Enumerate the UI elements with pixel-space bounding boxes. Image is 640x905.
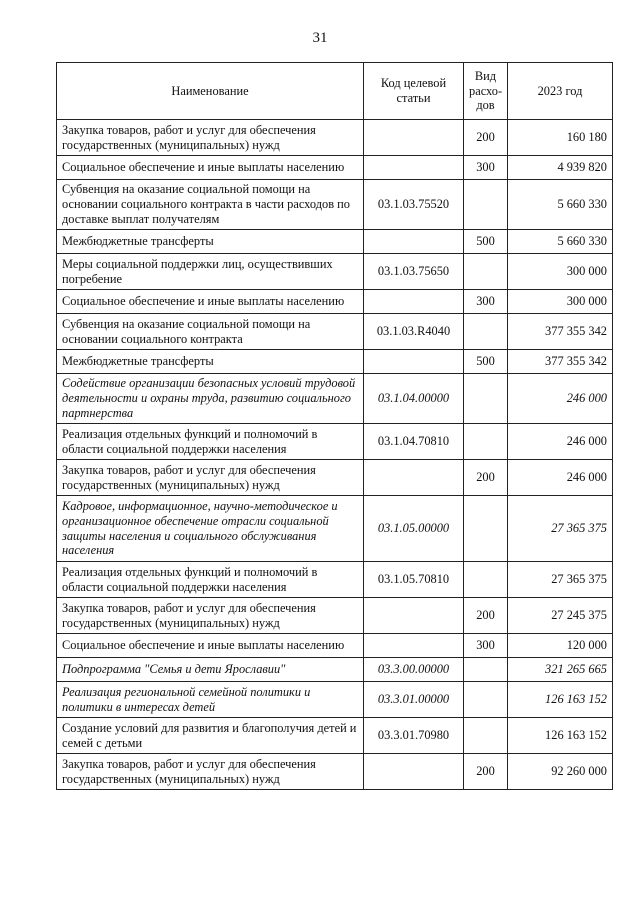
cell-code: 03.1.04.70810 [364, 424, 464, 460]
table-row [57, 682, 613, 718]
cell-kind [464, 374, 508, 424]
cell-name: Реализация отдельных функций и полномочий в области социальной поддержки населения [57, 562, 364, 598]
cell-code: 03.1.03.75650 [364, 254, 464, 290]
table-row [57, 754, 613, 790]
table-row [57, 314, 613, 350]
cell-kind [464, 254, 508, 290]
cell-code: 03.1.05.70810 [364, 562, 464, 598]
cell-amount: 246 000 [508, 424, 613, 460]
cell-name: Кадровое, информационное, научно-методическое и организационное обеспечение отрасли социальной защиты населения и социального обслуживания населения [57, 496, 364, 562]
table-row [57, 290, 613, 314]
cell-code [364, 290, 464, 314]
cell-code: 03.3.01.00000 [364, 682, 464, 718]
cell-amount: 27 365 375 [508, 562, 613, 598]
cell-kind: 300 [464, 290, 508, 314]
budget-table [56, 62, 613, 790]
cell-amount: 300 000 [508, 254, 613, 290]
cell-amount: 160 180 [508, 120, 613, 156]
cell-kind [464, 658, 508, 682]
table-row [57, 424, 613, 460]
cell-code [364, 120, 464, 156]
table-row [57, 718, 613, 754]
cell-code [364, 754, 464, 790]
table-row [57, 658, 613, 682]
cell-name: Реализация региональной семейной политики и политики в интересах детей [57, 682, 364, 718]
cell-kind: 200 [464, 460, 508, 496]
cell-amount: 5 660 330 [508, 230, 613, 254]
table-body [57, 120, 613, 790]
table-row [57, 460, 613, 496]
table-row [57, 350, 613, 374]
table-row [57, 180, 613, 230]
cell-amount: 120 000 [508, 634, 613, 658]
cell-kind: 200 [464, 598, 508, 634]
cell-amount: 5 660 330 [508, 180, 613, 230]
cell-name: Социальное обеспечение и иные выплаты населению [57, 156, 364, 180]
table-row [57, 634, 613, 658]
table-row [57, 120, 613, 156]
table-row [57, 374, 613, 424]
cell-name: Межбюджетные трансферты [57, 230, 364, 254]
header-code: Код целевой статьи [364, 63, 464, 120]
cell-amount: 377 355 342 [508, 314, 613, 350]
cell-code: 03.3.00.00000 [364, 658, 464, 682]
cell-code: 03.1.05.00000 [364, 496, 464, 562]
header-name: Наименование [57, 63, 364, 120]
cell-kind [464, 682, 508, 718]
cell-code [364, 460, 464, 496]
cell-kind: 300 [464, 156, 508, 180]
cell-kind: 200 [464, 754, 508, 790]
cell-kind: 500 [464, 230, 508, 254]
cell-kind [464, 180, 508, 230]
cell-kind [464, 562, 508, 598]
cell-name: Закупка товаров, работ и услуг для обеспечения государственных (муниципальных) нужд [57, 598, 364, 634]
cell-name: Субвенция на оказание социальной помощи на основании социального контракта в части расходов по доставке выплат получателям [57, 180, 364, 230]
cell-name: Социальное обеспечение и иные выплаты населению [57, 634, 364, 658]
cell-amount: 126 163 152 [508, 682, 613, 718]
page-number: 31 [312, 30, 328, 46]
cell-code: 03.3.01.70980 [364, 718, 464, 754]
cell-name: Закупка товаров, работ и услуг для обеспечения государственных (муниципальных) нужд [57, 754, 364, 790]
table-row [57, 156, 613, 180]
cell-kind [464, 496, 508, 562]
cell-name: Субвенция на оказание социальной помощи на основании социального контракта [57, 314, 364, 350]
cell-kind: 200 [464, 120, 508, 156]
cell-amount: 126 163 152 [508, 718, 613, 754]
cell-code [364, 350, 464, 374]
cell-name: Подпрограмма "Семья и дети Ярославии" [57, 658, 364, 682]
cell-kind [464, 718, 508, 754]
table-row [57, 562, 613, 598]
cell-amount: 92 260 000 [508, 754, 613, 790]
table-row [57, 598, 613, 634]
header-kind: Вид расхо-дов [464, 63, 508, 120]
cell-amount: 27 365 375 [508, 496, 613, 562]
cell-kind [464, 424, 508, 460]
cell-code [364, 598, 464, 634]
cell-name: Реализация отдельных функций и полномочий в области социальной поддержки населения [57, 424, 364, 460]
table-row [57, 254, 613, 290]
cell-amount: 246 000 [508, 460, 613, 496]
cell-code [364, 634, 464, 658]
cell-name: Социальное обеспечение и иные выплаты населению [57, 290, 364, 314]
cell-name: Межбюджетные трансферты [57, 350, 364, 374]
cell-code: 03.1.04.00000 [364, 374, 464, 424]
cell-amount: 377 355 342 [508, 350, 613, 374]
table-row [57, 496, 613, 562]
table-row [57, 230, 613, 254]
cell-code: 03.1.03.75520 [364, 180, 464, 230]
cell-amount: 27 245 375 [508, 598, 613, 634]
header-amount: 2023 год [508, 63, 613, 120]
cell-name: Закупка товаров, работ и услуг для обеспечения государственных (муниципальных) нужд [57, 120, 364, 156]
cell-name: Создание условий для развития и благополучия детей и семей с детьми [57, 718, 364, 754]
cell-amount: 300 000 [508, 290, 613, 314]
cell-code [364, 230, 464, 254]
table-header-row [57, 63, 613, 120]
cell-kind: 500 [464, 350, 508, 374]
cell-amount: 4 939 820 [508, 156, 613, 180]
cell-name: Содействие организации безопасных условий трудовой деятельности и охраны труда, развитию социального партнерства [57, 374, 364, 424]
cell-kind [464, 314, 508, 350]
cell-code: 03.1.03.R4040 [364, 314, 464, 350]
cell-name: Закупка товаров, работ и услуг для обеспечения государственных (муниципальных) нужд [57, 460, 364, 496]
cell-amount: 321 265 665 [508, 658, 613, 682]
cell-kind: 300 [464, 634, 508, 658]
cell-code [364, 156, 464, 180]
cell-name: Меры социальной поддержки лиц, осуществивших погребение [57, 254, 364, 290]
cell-amount: 246 000 [508, 374, 613, 424]
